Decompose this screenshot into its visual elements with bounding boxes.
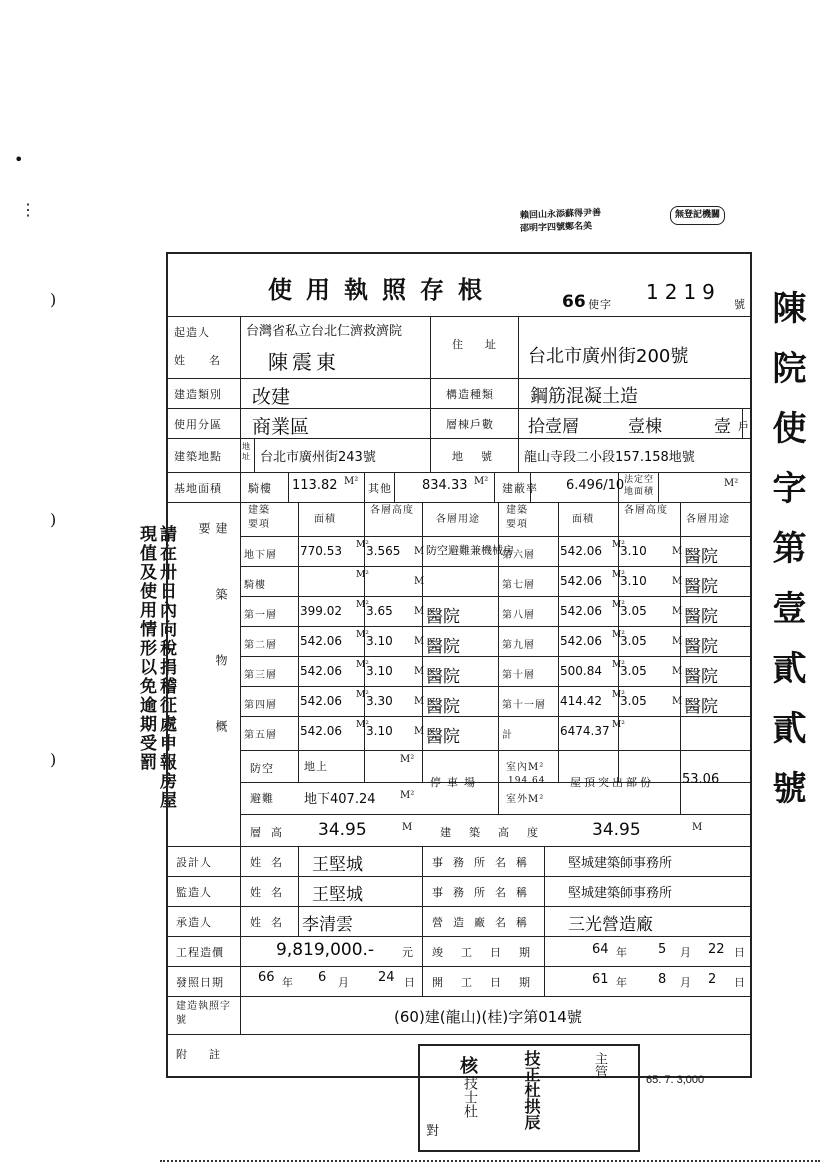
- floor-use: 醫院: [684, 547, 718, 567]
- floor-area: 542.06: [560, 574, 602, 588]
- site-address: 台北市廣州街243號: [260, 450, 376, 465]
- floor-name: 第五層: [244, 730, 277, 741]
- floor-height: 3.10: [366, 724, 393, 738]
- owner-name: 陳震東: [268, 350, 340, 374]
- unit-m2: M²: [612, 630, 625, 640]
- owner-address: 台北市廣州街200號: [528, 346, 689, 367]
- floor-name: 第七層: [502, 580, 535, 591]
- owner-org: 台灣省私立台北仁濟救濟院: [246, 324, 403, 339]
- floor-name: 地下層: [244, 550, 277, 561]
- floor-use: 醫院: [684, 667, 718, 687]
- unit-m: M: [672, 576, 683, 587]
- floor-use: 醫院: [684, 697, 718, 717]
- unit-m2: M²: [612, 570, 625, 580]
- supervisor-name: 王堅城: [312, 885, 363, 905]
- floor-area: 500.84: [560, 664, 602, 678]
- floor-height: 3.10: [620, 544, 647, 558]
- floor-area: 770.53: [300, 544, 342, 558]
- floor-height: 3.10: [620, 574, 647, 588]
- floor-area: 399.02: [300, 604, 342, 618]
- unit-m: M: [672, 666, 683, 677]
- floor-use: 醫院: [426, 637, 460, 657]
- top-stamp: 賴回山永添蘇得尹善 邵明字四號鄭名美 無登記機關: [520, 206, 750, 252]
- floor-name: 第九層: [502, 640, 535, 651]
- unit-m2: M²: [356, 540, 369, 550]
- floor-height: 3.565: [366, 544, 401, 558]
- floor-area: 542.06: [300, 694, 342, 708]
- floor-use: 醫院: [426, 697, 460, 717]
- floor-name: 第十一層: [502, 700, 546, 711]
- unit-m2: M²: [356, 690, 369, 700]
- unit-m: M: [414, 666, 425, 677]
- floor-height: 3.30: [366, 694, 393, 708]
- floor-name: 第八層: [502, 610, 535, 621]
- unit-m: M: [414, 726, 425, 737]
- floor-height: 3.10: [366, 664, 393, 678]
- floor-use: 醫院: [426, 667, 460, 687]
- building-height: 34.95: [592, 820, 641, 840]
- floor-use: 防空避難兼機械房: [426, 544, 514, 557]
- section-label: 建築物概要: [197, 522, 228, 786]
- unit-m: M: [414, 636, 425, 647]
- floor-use: 醫院: [426, 607, 460, 627]
- floor-area: 542.06: [560, 604, 602, 618]
- unit-m2: M²: [612, 690, 625, 700]
- unit-m: M: [414, 606, 425, 617]
- unit-m2: M²: [356, 720, 369, 730]
- floor-area: 542.06: [300, 664, 342, 678]
- form-title: 使用執照存根: [268, 275, 496, 304]
- construction-cost: 9,819,000.-: [276, 940, 375, 960]
- designer-name: 王堅城: [312, 855, 363, 875]
- left-margin-marks: •: [14, 150, 24, 169]
- floor-height: 3.05: [620, 604, 647, 618]
- floor-name: 第四層: [244, 700, 277, 711]
- unit-m2: M²: [612, 540, 625, 550]
- floor-name: 第一層: [244, 610, 277, 621]
- floor-area: 542.06: [560, 634, 602, 648]
- floor-name: 第三層: [244, 670, 277, 681]
- build-type: 改建: [252, 386, 291, 408]
- floor-area: 6474.37: [560, 724, 610, 738]
- right-margin-text: 陳院使字第壹貳貳號: [766, 290, 806, 830]
- unit-m: M: [672, 546, 683, 557]
- unit-m: M: [414, 576, 425, 587]
- footer-print: 65. 7. 3,000: [646, 1074, 705, 1086]
- unit-m2: M²: [356, 630, 369, 640]
- floors-height: 34.95: [318, 820, 367, 840]
- floor-use: 醫院: [684, 637, 718, 657]
- permit-year: 66: [562, 292, 586, 312]
- floor-height: 3.10: [366, 634, 393, 648]
- unit-m2: M²: [612, 600, 625, 610]
- unit-m2: M²: [612, 660, 625, 670]
- floor-name: 第六層: [502, 550, 535, 561]
- structure-type: 鋼筋混凝土造: [530, 386, 638, 407]
- unit-m2: M²: [356, 570, 369, 580]
- unit-m2: M²: [612, 720, 625, 730]
- floor-use: 醫院: [684, 607, 718, 627]
- unit-m2: M²: [356, 600, 369, 610]
- zone: 商業區: [252, 416, 310, 438]
- contractor-name: 李清雲: [302, 915, 353, 935]
- permit-number: 1219: [646, 280, 721, 304]
- floor-area: 414.42: [560, 694, 602, 708]
- permit-form: 使用執照存根 66 使字 1219 號 起造人 姓名 台灣省私立台北仁濟救濟院 陳震東 住址 台北市廣州街200號 建造類別 改建 構造種類 鋼筋混凝土造 使用分區 商業區 層棟戶數 拾壹層 壹棟 壹 戶 建築地點 地址 台北市廣州街243號 地號 龍山寺段二小段157.158地號 基地面積 騎樓 113.82 M² 其他 834.33 M² 建蔽率 6.496/10 法定空地面積 M² 建築物概要 建築要項 面積 各層高度 各層用途 建築要項 面積 各層高度 各層用途 地下層 770.53 M² 3.565 M 防空避難兼機械房 騎樓 M² M 第一層 399.02 M² 3.65 M 醫院 第二層 542.06 M² 3.10 M 醫院 第三層 542.06 M² 3.10 M 醫院 第四層 542.06 M² 3.30 M 醫院 第五層 542.06 M² 3.10 M 醫院 第六層 542.06 M² 3.10 M 醫院 第七層 542.06 M² 3.10 M 醫院 第八層 542.06 M² 3.05 M 醫院 第九層 542.06 M² 3.05 M 醫院 第十層 500.84 M² 3.05 M 醫院 第十一層 414.42 M² 3.05 M 醫院 計 6474.37 M² 防空 避難 地上 M² 地下407.24 M² 停車場 室內M² 194.64 室外M² 屋頂突出部份 53.06 層高 34.95 M 建築高度 34.95 M 設計人 姓名 王堅城 事務所名稱 堅城建築師事務所 監造人 姓名 王堅城 事務所名稱 堅城建築師事務所 承造人 姓名 李清雲 營造廠名稱 三光營造廠 工程造價 9,819,000.- 元 竣工日期 64 年 5 月 22 日 發照日期 66 年 6 月 24 日 開工日期 61 年 8 月 2 日 建造執照字號 (60)建(龍山)(桂)字第014號 附註: [166, 252, 752, 1078]
- unit-m: M: [414, 546, 425, 557]
- unit-m: M: [672, 696, 683, 707]
- unit-m2: M²: [356, 660, 369, 670]
- side-note: 請在卅日內向稅捐稽征處申報房屋現值及使用情形以免逾期受罰: [136, 525, 176, 810]
- floor-height: 3.05: [620, 694, 647, 708]
- permit-number-field: (60)建(龍山)(桂)字第014號: [394, 1008, 582, 1026]
- floor-name: 計: [502, 730, 513, 741]
- floor-area: 542.06: [300, 724, 342, 738]
- floor-area: 542.06: [560, 544, 602, 558]
- floor-use: 醫院: [684, 577, 718, 597]
- approval-stamp: 核 技士杜 技正杜拱辰 主管 對: [418, 1044, 640, 1152]
- floor-name: 第二層: [244, 640, 277, 651]
- floor-height: 3.05: [620, 664, 647, 678]
- unit-m: M: [672, 636, 683, 647]
- unit-m: M: [672, 606, 683, 617]
- lot-number: 龍山寺段二小段157.158地號: [524, 450, 695, 465]
- floor-height: 3.65: [366, 604, 393, 618]
- unit-m: M: [414, 696, 425, 707]
- floor-name: 騎樓: [244, 580, 266, 591]
- floor-height: 3.05: [620, 634, 647, 648]
- floor-name: 第十層: [502, 670, 535, 681]
- perforation: [160, 1160, 820, 1162]
- floor-use: 醫院: [426, 727, 460, 747]
- floor-area: 542.06: [300, 634, 342, 648]
